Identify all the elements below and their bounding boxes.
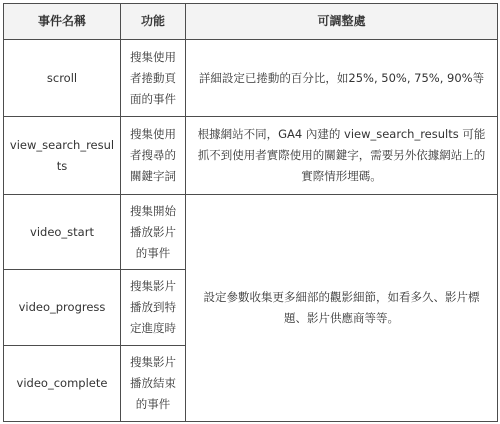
event-name-cell: video_complete bbox=[4, 346, 121, 422]
events-table bbox=[3, 3, 498, 422]
table-row bbox=[4, 195, 498, 270]
header-function: 功能 bbox=[121, 4, 186, 40]
function-cell: 搜集使用者捲動頁面的事件 bbox=[121, 40, 186, 117]
event-name-cell: view_search_results bbox=[4, 117, 121, 195]
event-name-cell: scroll bbox=[4, 40, 121, 117]
event-name-cell: video_progress bbox=[4, 270, 121, 346]
adjustable-cell: 根據網站不同，GA4 內建的 view_search_results 可能抓不到使用者實際使用的關鍵字，需要另外依據網站上的實際情形埋碼。 bbox=[186, 117, 498, 195]
function-cell: 搜集開始播放影片的事件 bbox=[121, 195, 186, 270]
adjustable-cell-merged: 設定參數收集更多細部的觀影細節，如看多久、影片標題、影片供應商等等。 bbox=[186, 195, 498, 422]
event-name-cell: video_start bbox=[4, 195, 121, 270]
table-row bbox=[4, 40, 498, 117]
function-cell: 搜集影片播放結束的事件 bbox=[121, 346, 186, 422]
adjustable-cell: 詳細設定已捲動的百分比，如25%, 50%, 75%, 90%等 bbox=[186, 40, 498, 117]
header-event-name: 事件名稱 bbox=[4, 4, 121, 40]
function-cell: 搜集影片播放到特定進度時 bbox=[121, 270, 186, 346]
function-cell: 搜集使用者搜尋的關鍵字詞 bbox=[121, 117, 186, 195]
header-adjustable: 可調整處 bbox=[186, 4, 498, 40]
table-header-row bbox=[4, 4, 498, 40]
table-row bbox=[4, 117, 498, 195]
